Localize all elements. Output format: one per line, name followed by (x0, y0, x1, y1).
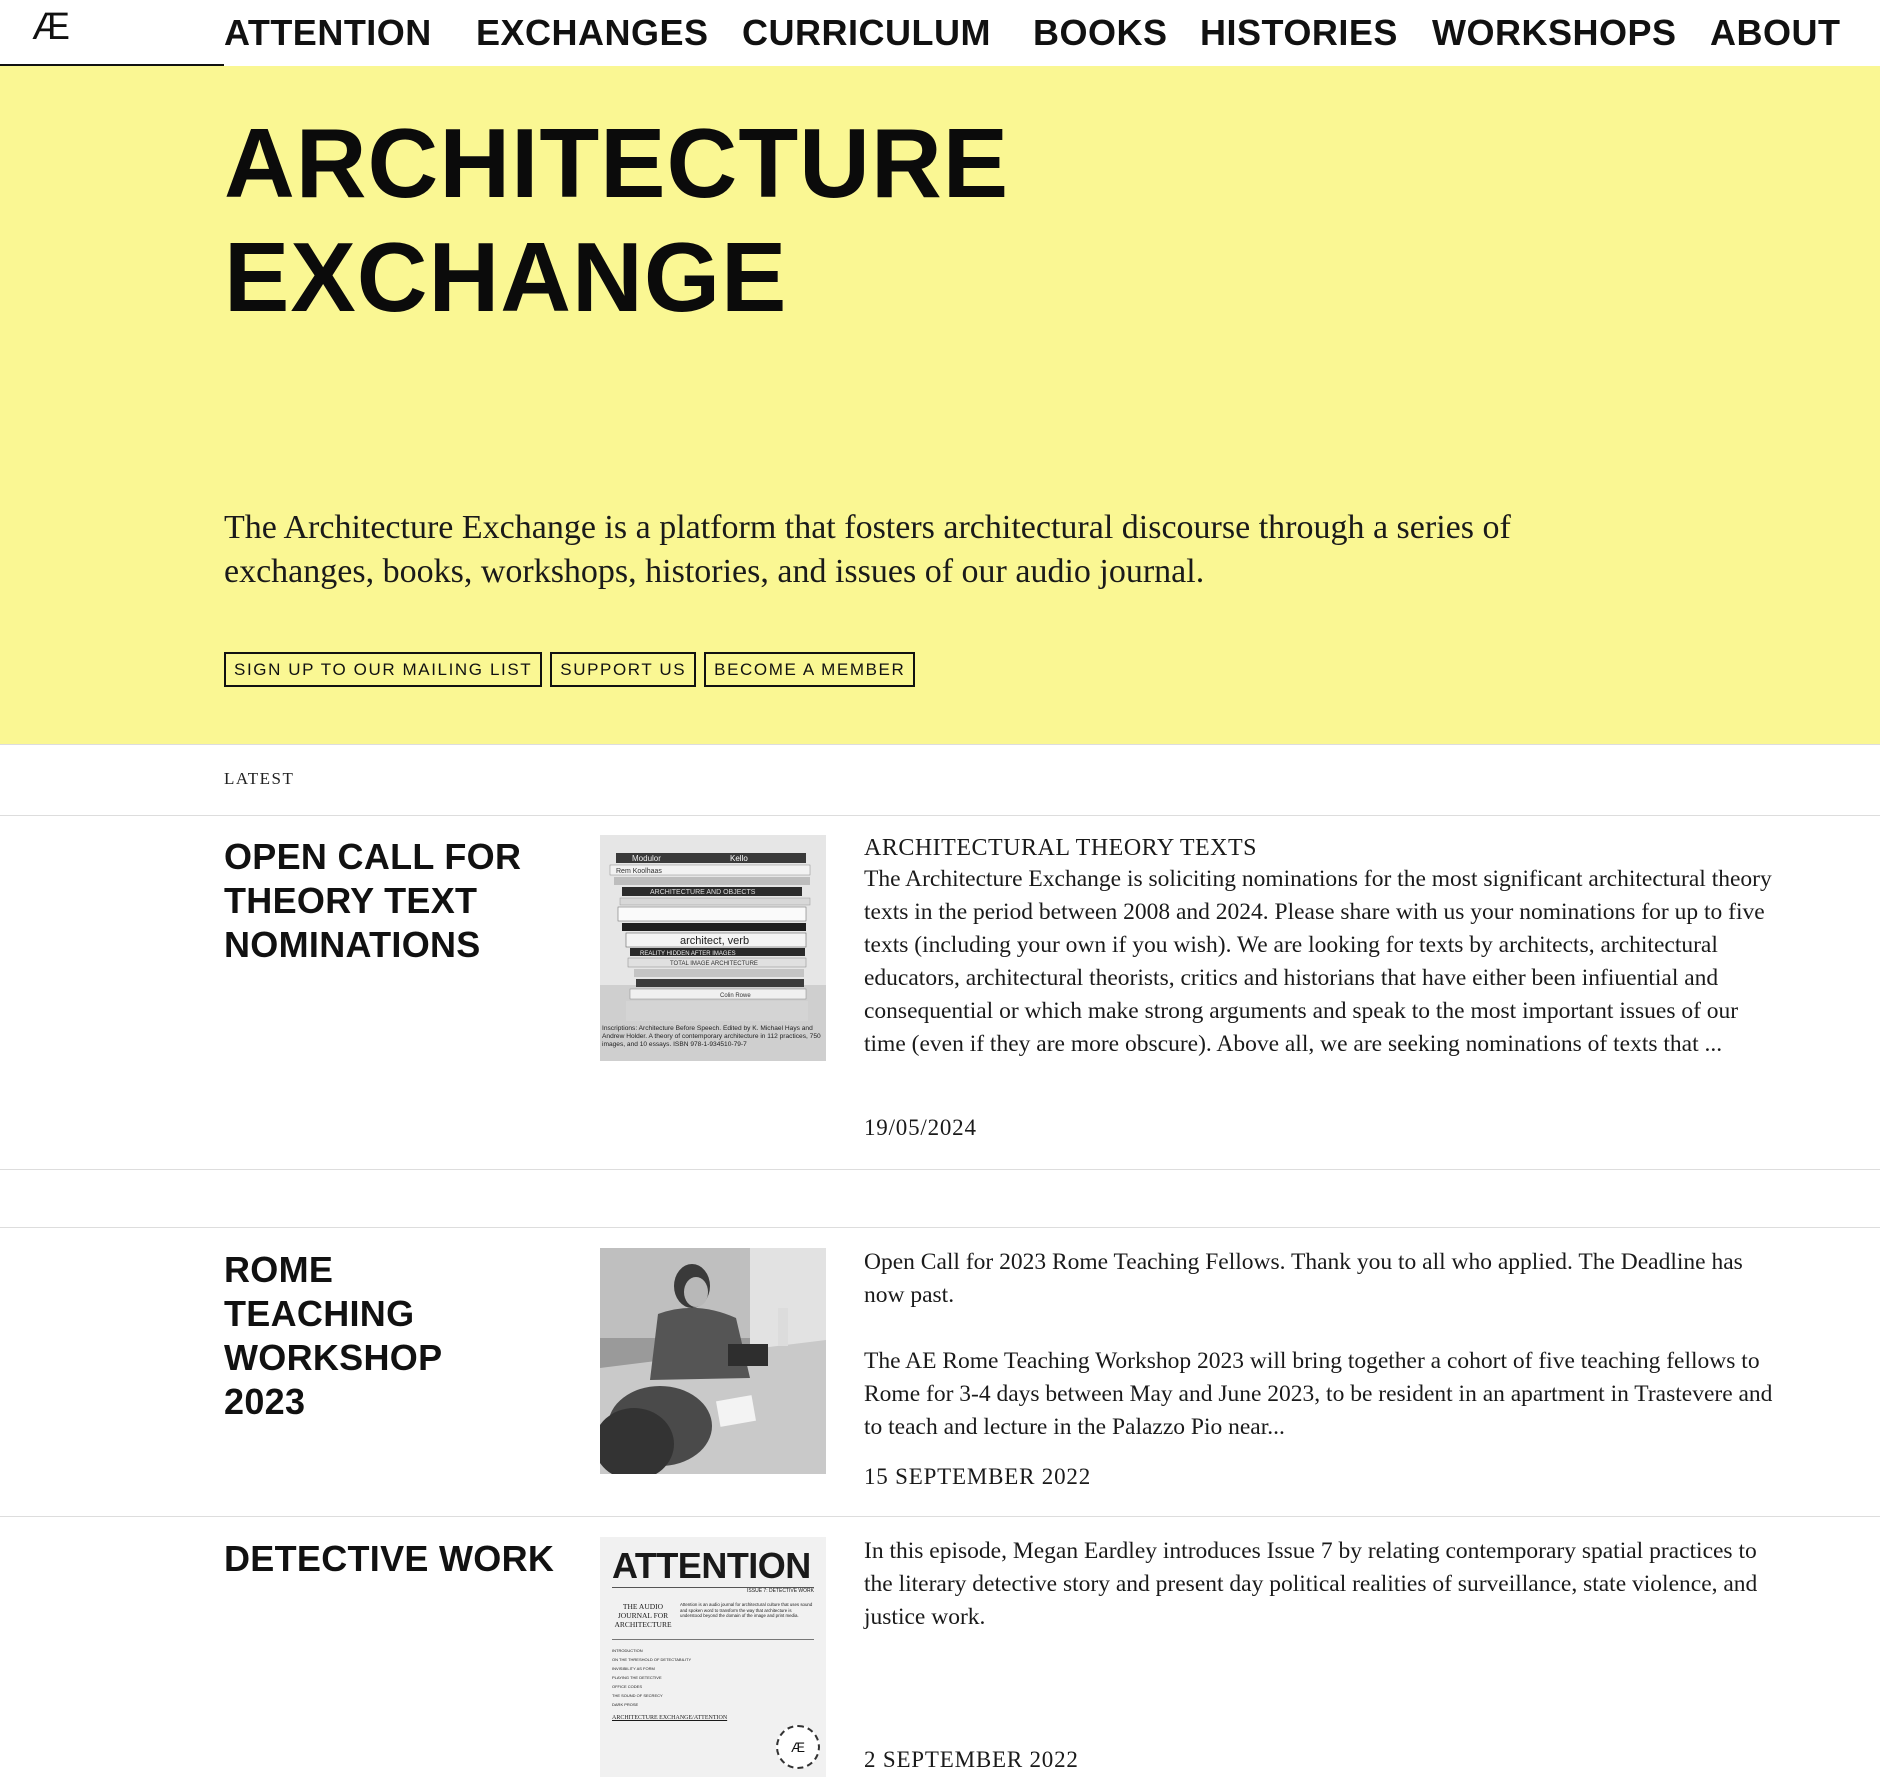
workshop-photo (600, 1248, 826, 1474)
book-caption: Inscriptions: Architecture Before Speech. Edited by K. Michael Hays and Andrew Holder. A theory of contemporary architecture in 112 practices, 750 images, and 10 essays. ISBN 978-1-934510-79-7 (602, 1025, 821, 1048)
hero-banner (0, 66, 1880, 744)
mailing-list-button[interactable]: SIGN UP TO OUR MAILING LIST (224, 652, 542, 687)
book-spine-7: TOTAL IMAGE ARCHITECTURE (670, 961, 758, 967)
post-excerpt-intro: Open Call for 2023 Rome Teaching Fellows. Thank you to all who applied. The Deadline has now past. (864, 1249, 1743, 1308)
book-spine-5: architect, verb (680, 935, 750, 947)
post-date: 2 SEPTEMBER 2022 (864, 1747, 1079, 1772)
nav-item-curriculum[interactable]: CURRICULUM (742, 12, 991, 53)
post-category: ARCHITECTURAL THEORY TEXTS (864, 835, 1258, 861)
latest-section-header (0, 744, 1880, 816)
cover-journal: THE AUDIO JOURNAL FOR ARCHITECTURE (614, 1602, 672, 1629)
cta-buttons (224, 652, 915, 687)
post-thumbnail-workshop-photo[interactable] (600, 1248, 826, 1474)
latest-label: LATEST (224, 769, 295, 788)
post-thumbnail-books[interactable] (600, 835, 826, 1061)
section-divider (0, 1170, 1880, 1228)
book-spine-3: Kello (730, 854, 748, 863)
toc-item: INVISIBILITY AS FORM (612, 1666, 655, 1671)
post-date: 15 SEPTEMBER 2022 (864, 1464, 1092, 1489)
cover-masthead: ATTENTION (612, 1545, 811, 1586)
post-title[interactable]: OPEN CALL FOR THEORY TEXT NOMINATIONS (224, 836, 522, 965)
nav-item-histories[interactable]: HISTORIES (1200, 12, 1398, 53)
nav-item-workshops[interactable]: WORKSHOPS (1432, 12, 1677, 53)
title-line-2: EXCHANGE (224, 222, 788, 332)
post-title[interactable]: ROME TEACHING WORKSHOP 2023 (224, 1249, 442, 1422)
book-stack-image (600, 835, 826, 1061)
book-spine-8: Colin Rowe (720, 993, 751, 999)
title-line-1: ARCHITECTURE (224, 108, 1010, 218)
post-item (0, 1228, 1880, 1517)
post-item (0, 1517, 1880, 1778)
nav-item-about[interactable]: ABOUT (1710, 12, 1841, 53)
toc-item: ON THE THRESHOLD OF DETECTABILITY (612, 1657, 692, 1662)
nav-item-books[interactable]: BOOKS (1033, 12, 1168, 53)
book-spine-1: Modulor (632, 854, 661, 863)
book-spine-2: Rem Koolhaas (616, 868, 662, 875)
book-spine-6: REALITY HIDDEN AFTER IMAGES (640, 951, 736, 957)
post-title[interactable]: DETECTIVE WORK (224, 1538, 555, 1579)
top-navigation (0, 0, 1880, 66)
post-excerpt: The Architecture Exchange is soliciting nominations for the most significant architectural theory texts in the period between 2008 and 2024. Please share with us your nominations for up to five texts (including your own if you wish). We are looking for texts by architects, architectural educators, architectural theorists, critics and historians that have either been infiuential and consequential or which make strong arguments and speak to the most important issues of our time (even if they are more obscure). Above all, we are seeking nominations of texts that ... (864, 866, 1772, 1057)
post-item (0, 815, 1880, 1170)
post-thumbnail-attention-cover[interactable] (600, 1537, 826, 1777)
nav-item-attention[interactable]: ATTENTION (224, 12, 432, 53)
post-date: 19/05/2024 (864, 1115, 977, 1140)
toc-item: PLAYING THE DETECTIVE (612, 1675, 662, 1680)
toc-item: INTRODUCTION (612, 1648, 643, 1653)
book-spine-4: ARCHITECTURE AND OBJECTS (650, 889, 756, 896)
site-logo[interactable]: Æ (32, 6, 70, 48)
cover-issue: ISSUE 7: DETECTIVE WORK (612, 1587, 814, 1594)
cover-footer: ARCHITECTURE EXCHANGE/ATTENTION (612, 1715, 728, 1721)
page-title (224, 106, 1009, 334)
toc-item: THE SOUND OF SECRECY (612, 1693, 663, 1698)
support-us-button[interactable]: SUPPORT US (550, 652, 696, 687)
attention-cover (600, 1537, 826, 1721)
toc-item: DARK PROSE (612, 1702, 639, 1707)
nav-item-exchanges[interactable]: EXCHANGES (476, 12, 709, 53)
site-description: The Architecture Exchange is a platform that fosters architectural discourse through a series of exchanges, books, workshops, histories, and issues of our audio journal. (224, 509, 1511, 590)
post-body (864, 1246, 1774, 1514)
cover-toc (612, 1639, 814, 1709)
cover-seal: Æ (776, 1725, 820, 1769)
post-excerpt: The AE Rome Teaching Workshop 2023 will bring together a cohort of five teaching fellows to Rome for 3-4 days between May and June 2023, to be resident in an apartment in Trastevere and to teach and lecture in the Palazzo Pio near... (864, 1348, 1773, 1440)
become-member-button[interactable]: BECOME A MEMBER (704, 652, 915, 687)
post-body (864, 833, 1774, 1163)
post-excerpt: In this episode, Megan Eardley introduces Issue 7 by relating contemporary spatial practices to the literary detective story and present day political realities of surveillance, state violence, and justice work. (864, 1538, 1758, 1630)
toc-item: OFFICE CODES (612, 1684, 643, 1689)
cover-blurb: Attention is an audio journal for architectural culture that uses sound and spoken word to transform the way that architecture is understood beyond the domain of the image and print media. (680, 1602, 813, 1619)
post-body (864, 1535, 1774, 1775)
